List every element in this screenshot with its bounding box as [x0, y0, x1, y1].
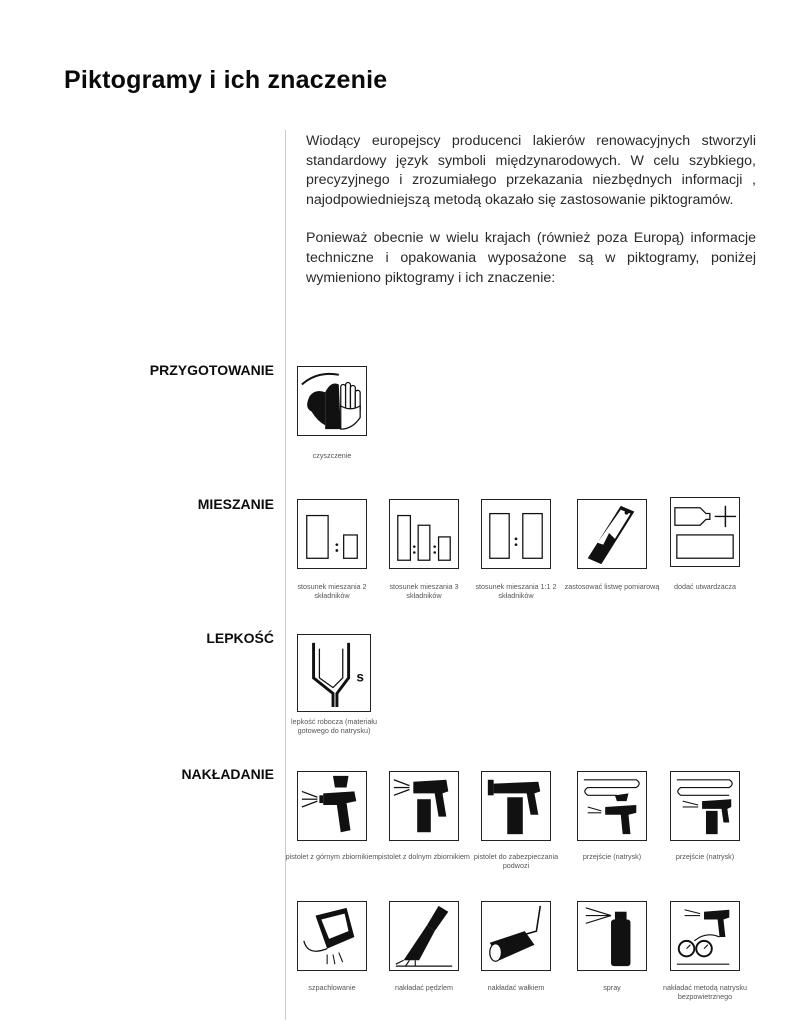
- intro-paragraph-2: Ponieważ obecnie w wielu krajach (również poza Europą) informacje techniczne i opakowania wyposażone są w piktogramy, poniżej wymieniono piktogramy i ich znaczenie:: [306, 230, 756, 286]
- page-title: Piktogramy i ich znaczenie: [64, 66, 388, 94]
- intro-paragraph-1: Wiodący europejscy producenci lakierów renowacyjnych stworzyli standardowy język symboli międzynarodowych. W celu szybkiego, precyzyjnego i zrozumiałego przekazania niezbędnych informacji , najodpowiedniejszą metodą okazało się zastosowanie piktogramów.: [306, 133, 756, 208]
- caption-pass-suction: przejście (natrysk): [675, 852, 735, 861]
- spray-can-icon: [577, 901, 647, 971]
- pass-gravity-icon: [577, 771, 647, 841]
- spatula-icon: [297, 901, 367, 971]
- gravity-spray-gun-icon: [297, 771, 367, 841]
- caption-spray-can: spray: [603, 983, 621, 992]
- mix-ratio-3-icon: [389, 499, 459, 569]
- roller-icon: [481, 901, 551, 971]
- brush-icon: [389, 901, 459, 971]
- mix-ratio-1-1-icon: [481, 499, 551, 569]
- caption-brush: nakładać pędzlem: [395, 983, 453, 992]
- cleaning-hand-icon: [297, 366, 367, 436]
- caption-pass-gravity: przejście (natrysk): [582, 852, 642, 861]
- caption-spatula: szpachlowanie: [308, 983, 356, 992]
- suction-spray-gun-icon: [389, 771, 459, 841]
- section-title-mixing: MIESZANIE: [197, 496, 274, 512]
- caption-add-hardener: dodać utwardzacza: [674, 582, 736, 591]
- caption-mix-ratio-2: stosunek mieszania 2 składników: [297, 582, 367, 600]
- add-hardener-icon: [670, 497, 740, 567]
- svg-text:s: s: [356, 669, 364, 685]
- caption-gravity-gun: pistolet z górnym zbiornikiem: [285, 852, 379, 861]
- caption-suction-gun: pistolet z dolnym zbiornikiem: [378, 852, 470, 861]
- caption-roller: nakładać wałkiem: [487, 983, 545, 992]
- measuring-stick-icon: [577, 499, 647, 569]
- mix-ratio-2-icon: [297, 499, 367, 569]
- caption-mix-ratio-3: stosunek mieszania 3 składników: [389, 582, 459, 600]
- caption-airless-spray: nakładać metodą natrysku bezpowietrznego: [663, 983, 747, 1001]
- caption-underbody-gun: pistolet do zabezpieczania podwozi: [473, 852, 559, 870]
- section-title-application: NAKŁADANIE: [181, 766, 274, 782]
- section-title-preparation: PRZYGOTOWANIE: [149, 362, 274, 378]
- pass-suction-icon: [670, 771, 740, 841]
- underbody-gun-icon: [481, 771, 551, 841]
- section-title-viscosity: LEPKOŚĆ: [206, 630, 274, 646]
- vertical-divider: [285, 130, 286, 1020]
- caption-mix-ratio-1-1: stosunek mieszania 1:1 2 składników: [475, 582, 557, 600]
- caption-measuring-stick: zastosować listwę pomiarową: [564, 582, 660, 591]
- intro-text: [306, 132, 756, 307]
- caption-cleaning: czyszczenie: [312, 451, 352, 460]
- viscosity-cup-icon: [297, 634, 371, 712]
- airless-spray-icon: [670, 901, 740, 971]
- caption-viscosity: lepkość robocza (materiału gotowego do natrysku): [291, 717, 377, 735]
